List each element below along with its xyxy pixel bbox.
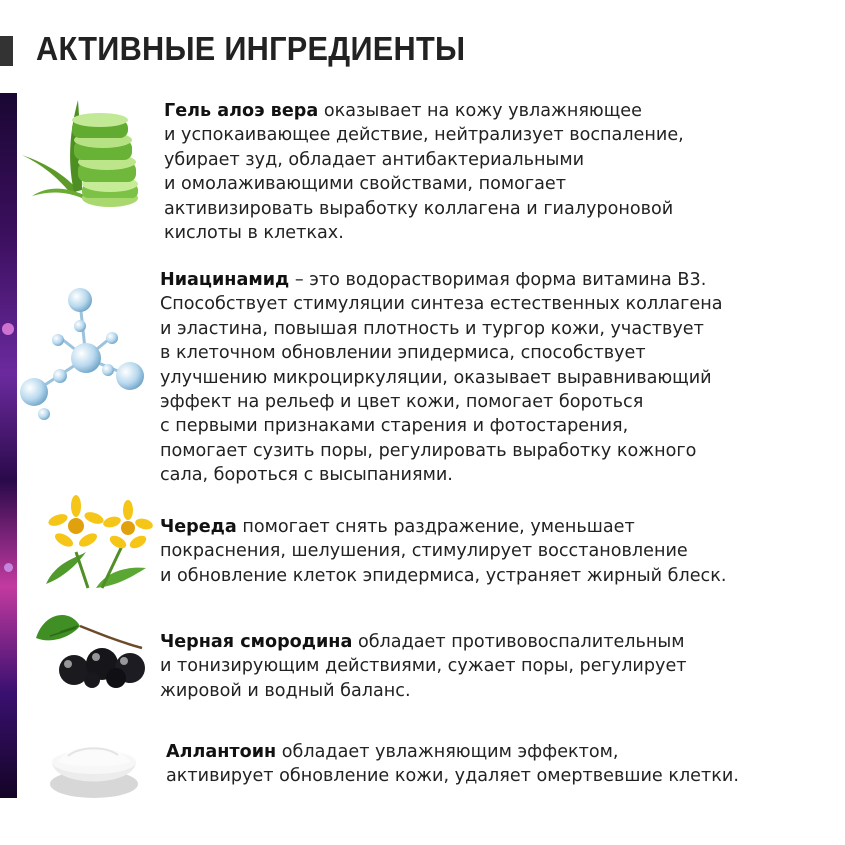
powder-bowl-icon [44, 722, 144, 804]
ingredient-name: Гель алоэ вера [164, 101, 319, 121]
ingredient-allantoin: Аллантоин обладает увлажняющим эффектом, активирует обновление кожи, удаляет омертвевшие клетки. [166, 742, 739, 787]
title-marker [0, 36, 13, 66]
ingredient-name: Ниацинамид [160, 270, 290, 290]
ingredient-name: Черная смородина [160, 632, 353, 652]
ingredient-name: Череда [160, 517, 237, 537]
ingredient-name: Аллантоин [166, 742, 277, 762]
ingredient-blackcurrant: Черная смородина обладает противовоспалительным и тонизирующим действиями, сужает поры, регулирует жировой и водный баланс. [160, 632, 687, 701]
blackcurrant-icon [30, 608, 156, 688]
ingredient-bidens: Череда помогает снять раздражение, уменьшает покраснения, шелушения, стимулирует восстановление и обновление клеток эпидермиса, устраняет жирный блеск. [160, 517, 727, 586]
page-title: АКТИВНЫЕ ИНГРЕДИЕНТЫ [36, 30, 466, 67]
ingredient-aloe-vera: Гель алоэ вера оказывает на кожу увлажняющее и успокаивающее действие, нейтрализует воспаление, убирает зуд, обладает антибактериальными и омолаживающими свойствами, помогает активизировать выработку коллагена и гиалуроновой кислоты в клетках. [164, 101, 684, 244]
yellow-flower-icon [36, 492, 154, 592]
molecule-icon [14, 280, 154, 430]
aloe-vera-icon [22, 100, 140, 212]
decorative-side-strip [0, 93, 17, 798]
ingredient-niacinamide: Ниацинамид – это водорастворимая форма витамина В3. Способствует стимуляции синтеза естественных коллагена и эластина, повышая плотность и тургор кожи, участвует в клеточном обновлении эпидермиса, способствует улучшению микроциркуляции, оказывает выравнивающий эффект на рельеф и цвет кожи, помогает бороться с первыми признаками старения и фотостарения, помогает сузить поры, регулировать выработку кожного сала, бороться с высыпаниями. [160, 270, 723, 486]
